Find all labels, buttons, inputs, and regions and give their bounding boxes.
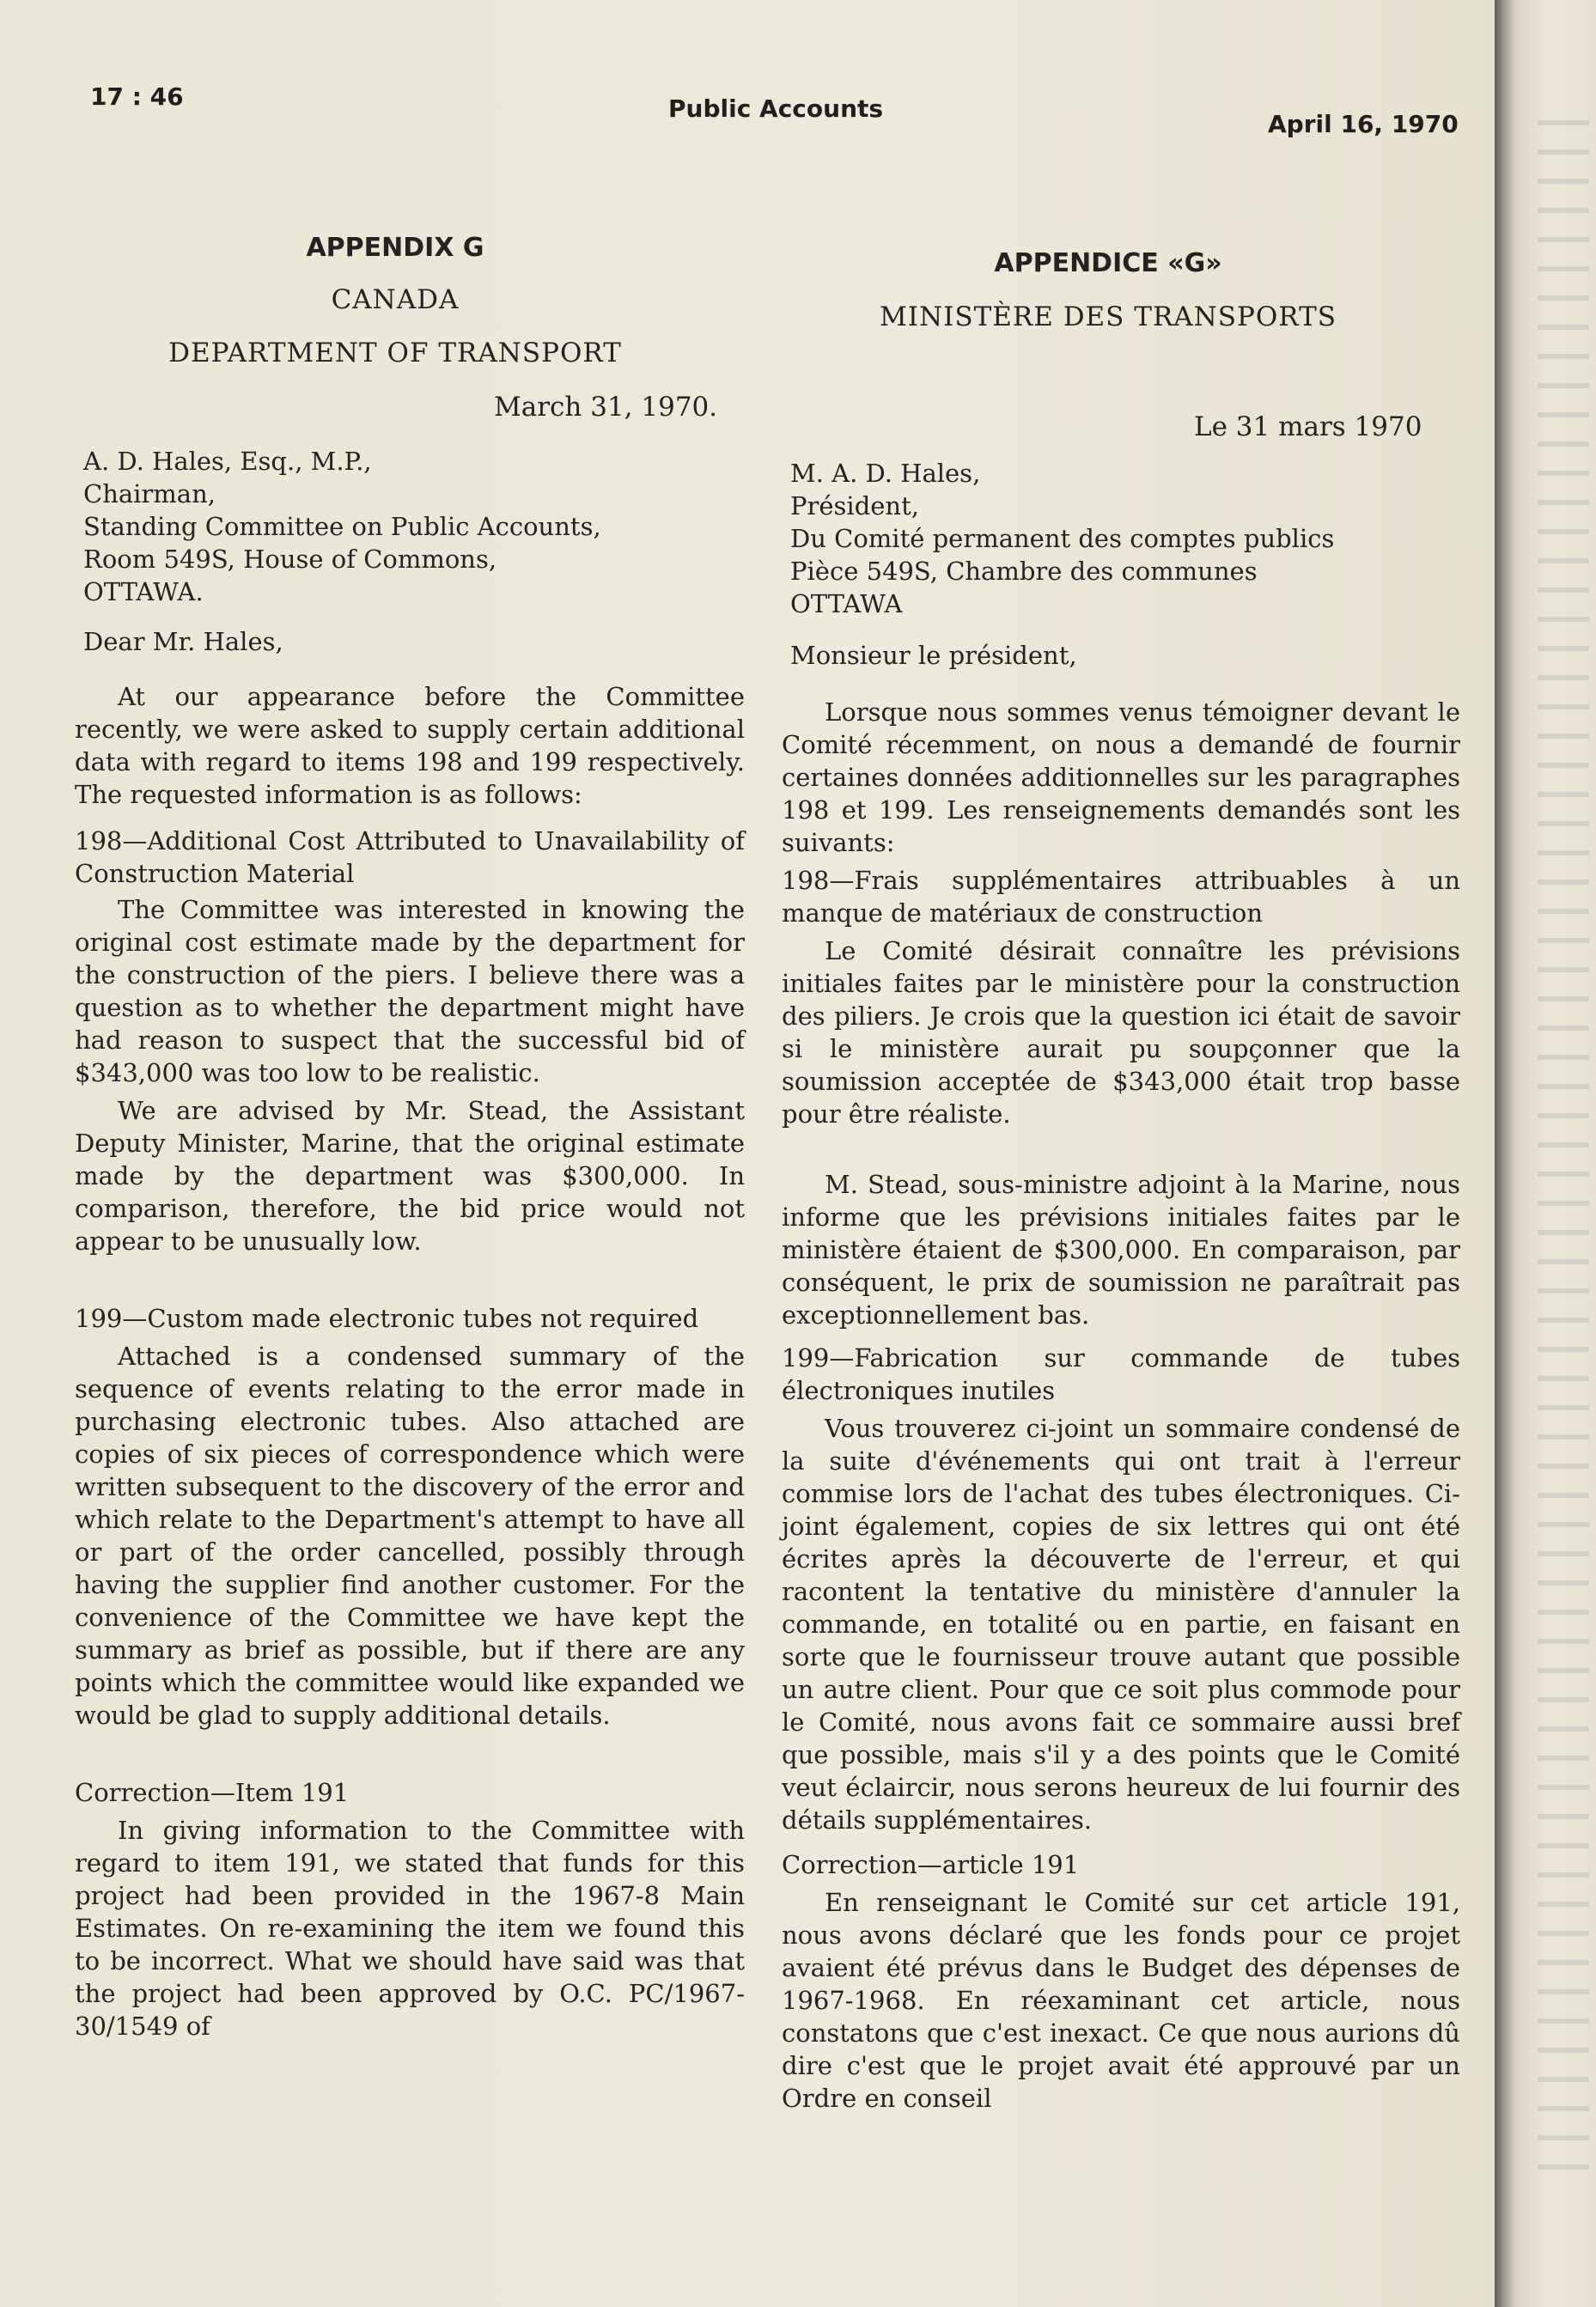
appendix-title-en: APPENDIX G [306,233,484,263]
item198-paragraph1-en: The Committee was interested in knowing the original cost estimate made by the department for the construction of the piers. I believe there was a question as to whether the department might have had reason to suspect that the successful bid of $343,000 was too low to be realistic. [75,895,745,1087]
addressee-en: A. D. Hales, Esq., M.P., Chairman, Standing Committee on Public Accounts, Room 549S, House of Commons, OTTAWA. [83,447,601,606]
item198-paragraph1-fr: Le Comité désirait connaître les prévisions initiales faites par le ministère pour la construction des piliers. Je crois que la question ici était de savoir si le ministère aurait pu soupçonner que la soumission acceptée de $343,000 était trop basse pour être réaliste. [782,936,1460,1129]
item198-paragraph2-fr: M. Stead, sous-ministre adjoint à la Marine, nous informe que les prévisions initiales faites par le ministère étaient de $300,000. En comparaison, par conséquent, le prix de soumission ne paraîtrait pas exceptionnellement bas. [782,1170,1460,1330]
addressee-fr: M. A. D. Hales, Président, Du Comité permanent des comptes publics Pièce 549S, Chambre des communes OTTAWA [790,459,1335,618]
letter-date-fr: Le 31 mars 1970 [1194,411,1422,442]
item198-heading-fr: 198—Frais supplémentaires attribuables à un manque de matériaux de construction [782,866,1460,928]
country-title-en: CANADA [331,284,460,315]
correction-paragraph-fr: En renseignant le Comité sur cet article 191, nous avons déclaré que les fonds pour ce projet avaient été prévus dans le Budget des dépenses de 1967-1968. En réexaminant cet article, nous constatons que c'est inexact. Ce que nous aurions dû dire c'est que le projet avait été approuvé par un Ordre en conseil [782,1888,1460,2113]
department-title-en: DEPARTMENT OF TRANSPORT [168,338,622,368]
correction-paragraph-en: In giving information to the Committee with regard to item 191, we stated that funds for this project had been provided in the 1967-8 Main Estimates. On re-examining the item we found this to be incorrect. What we should have said was that the project had been approved by O.C. PC/1967-30/1549 of [75,1816,745,2041]
item198-paragraph2-en: We are advised by Mr. Stead, the Assistant Deputy Minister, Marine, that the original estimate made by the department was $300,000. In comparison, therefore, the bid price would not appear to be unusually low. [75,1096,745,1256]
running-title: Public Accounts [668,94,884,123]
body-en [75,680,745,2042]
running-date: April 16, 1970 [1268,110,1459,138]
item198-heading-en: 198—Additional Cost Attributed to Unavailability of Construction Material [75,826,745,888]
letter-date-en: March 31, 1970. [494,392,718,423]
item199-paragraph-en: Attached is a condensed summary of the sequence of events relating to the error made in purchasing electronic tubes. Also attached are copies of six pieces of correspondence which were written subsequent to the discovery of the error and which relate to the Department's attempt to have all or part of the order cancelled, possibly through having the supplier find another customer. For the convenience of the Committee we have kept the summary as brief as possible, but if there are any points which the committee would like expanded we would be glad to supply additional details. [75,1342,745,1730]
intro-paragraph-en: At our appearance before the Committee recently, we were asked to supply certain additional data with regard to items 198 and 199 respectively. The requested information is as follows: [75,682,745,809]
item199-heading-en: 199—Custom made electronic tubes not required [75,1304,699,1333]
correction-heading-en: Correction—Item 191 [75,1778,350,1807]
page-number: 17 : 46 [90,82,184,111]
intro-paragraph-fr: Lorsque nous sommes venus témoigner devant le Comité récemment, on nous a demandé de fournir certaines données additionnelles sur les paragraphes 198 et 199. Les renseignements demandés sont les suivants: [782,697,1460,857]
ministry-title-fr: MINISTÈRE DES TRANSPORTS [879,301,1337,332]
item199-heading-fr: 199—Fabrication sur commande de tubes électroniques inutiles [782,1343,1460,1405]
salutation-fr: Monsieur le président, [790,641,1077,670]
appendix-title-fr: APPENDICE «G» [994,248,1222,278]
salutation-en: Dear Mr. Hales, [83,627,283,656]
adjacent-page-edge [1538,120,1589,2182]
body-fr [782,696,1460,2115]
item199-paragraph-fr: Vous trouverez ci-joint un sommaire condensé de la suite d'événements qui ont trait à l'erreur commise lors de l'achat des tubes électroniques. Ci-joint également, copies de six lettres qui ont été écrites après la découverte de l'erreur, et qui racontent la tentative du ministère d'annuler la commande, en totalité ou en partie, en faisant en sorte que le fournisseur trouve autant que possible un autre client. Pour que ce soit plus commode pour le Comité, nous avons fait ce sommaire aussi bref que possible, mais s'il y a des points que le Comité veut éclaircir, nous serons heureux de lui fournir des détails supplémentaires. [782,1414,1460,1835]
correction-heading-fr: Correction—article 191 [782,1850,1080,1879]
